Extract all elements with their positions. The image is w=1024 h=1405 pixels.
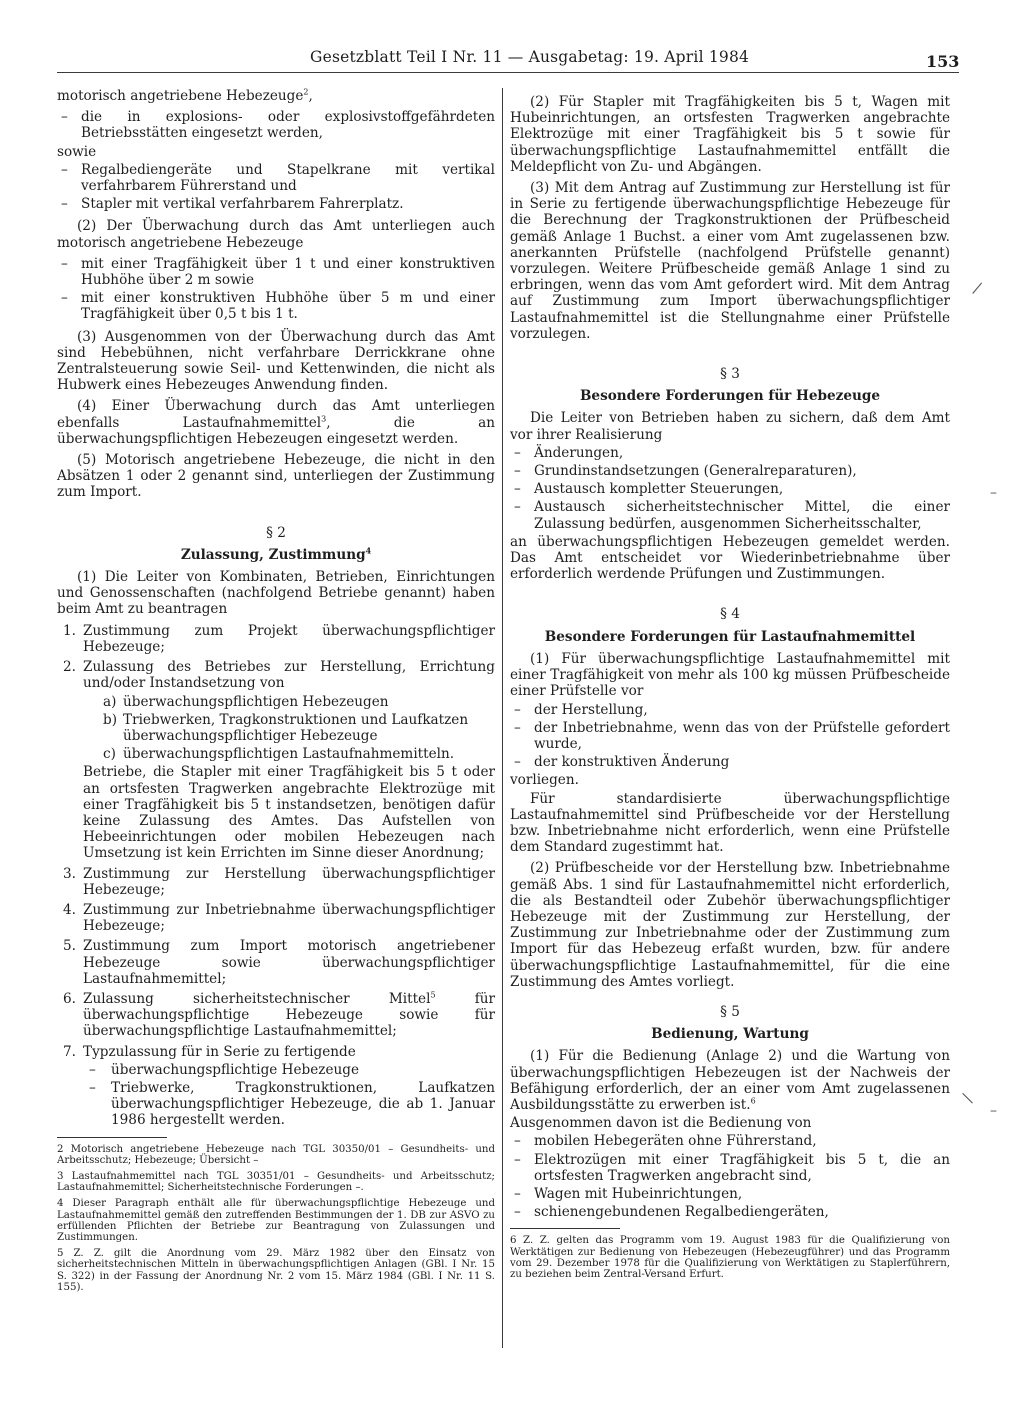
list-item: – mit einer konstruktiven Hubhöhe über 5 m und einer Tragfähigkeit über 0,5 t bis 1 t. (57, 290, 495, 322)
list-item: – Grundinstandsetzungen (Generalreparaturen), (510, 463, 950, 479)
paragraph: (2) Prüfbescheide vor der Herstellung bzw. Inbetriebnahme gemäß Abs. 1 sind für Lastaufnahmemittel nicht erforderlich, die als Bestandteil oder Zubehör überwachungspflichtiger Hebezeuge mit der Zustimmung zur Herstellung, der Zustimmung zur Inbetriebnahme oder der Zustimmung zum Import für das Hebezeug erfaßt wurden, bzw. für andere überwachungspflichtige Lastaufnahmemittel, für die eine Zustimmung des Amtes vorliegt. (510, 860, 950, 990)
section-number: § 4 (720, 606, 740, 623)
paragraph: (3) Ausgenommen von der Überwachung durch das Amt sind Hebebühnen, nicht verfahrbare Derrickkrane ohne Zentralsteuerung sowie Seil- und Kettenwinden, die nicht als Hubwerk eines Hebezeuges Anwendung finden. (57, 328, 495, 394)
section-title: Besondere Forderungen für Lastaufnahmemittel (544, 628, 916, 645)
margin-mark: – (990, 1103, 997, 1119)
list-item: 6. Zulassung sicherheitstechnischer Mittel$^5$ für überwachungspflichtige Hebezeuge sowie für überwachungspflichtige Lastaufnahmemittel; (63, 990, 496, 1040)
footnote: 2 Motorisch angetriebene Hebezeuge nach TGL 30350/01 – Gesundheits- und Arbeitsschutz; Hebezeuge; Übersicht – (57, 1143, 495, 1166)
footnote: 6 Z. Z. gelten das Programm vom 19. August 1983 für die Qualifizierung von Werktätigen zur Bedienung von Hebezeugen (Hebezeugführer) und das Programm vom 29. Dezember 1978 für die Qualifizierung von Werktätigen zu Staplerführern, zu beziehen beim Zentral-Versand Erfurt. (510, 1235, 950, 1280)
paragraph: (3) Mit dem Antrag auf Zustimmung zur Herstellung ist für in Serie zu fertigende überwachungspflichtige Hebezeuge für die Berechnung der Tragkonstruktionen der Prüfbescheid gemäß Anlage 1 Buchst. a einer vom Amt zugelassenen bzw. anerkannten Prüfstelle (nachfolgend Prüfstelle genannt) vorzulegen. Weitere Prüfbescheide gemäß Anlage 1 sind zu erbringen, wenn das vom Amt gefordert wird. Mit dem Antrag auf Zustimmung zum Import überwachungspflichtiger Lastaufnahmemittel ist die Stellungnahme einer Prüfstelle vorzulegen. (510, 180, 950, 342)
sub-item: – überwachungspflichtige Hebezeuge (57, 1062, 495, 1078)
paragraph: Betriebe, die Stapler mit einer Tragfähigkeit bis 5 t oder an ortsfesten Tragwerken angebrachte Elektrozüge mit einer Tragfähigkeit bis 5 t instandsetzen, benötigen dafür keine Zulassung des Amtes. Das Aufstellen von Hebeeinrichtungen oder mobilen Hebezeugen nach Umsetzung ist kein Errichten im Sinne dieser Anordnung; (83, 764, 495, 862)
footnote-rule (57, 1137, 167, 1138)
margin-mark: | (960, 1090, 975, 1106)
sub-item: a) überwachungspflichtigen Hebezeugen (103, 693, 389, 710)
paragraph: vorliegen. (510, 772, 579, 789)
section-title: Besondere Forderungen für Hebezeuge (579, 388, 881, 405)
paragraph: (1) Die Leiter von Kombinaten, Betrieben, Einrichtungen und Genossenschaften (nachfolgend Betriebe genannt) haben beim Amt zu beantragen (57, 569, 495, 618)
list-item: – die in explosions- oder explosivstoffgefährdeten Betriebsstätten eingesetzt werden, (57, 109, 495, 141)
section-title: Zulassung, Zustimmung$^4$ (180, 545, 372, 563)
column-divider (502, 88, 503, 1348)
sub-item: – Triebwerke, Tragkonstruktionen, Laufkatzen überwachungspflichtiger Hebezeuge, die ab 1. Januar 1986 hergestellt werden. (57, 1080, 495, 1129)
footnote: 3 Lastaufnahmemittel nach TGL 30351/01 – Gesundheits- und Arbeitsschutz; Lastaufnahmemittel; Sicherheitstechnische Forderungen –. (57, 1170, 495, 1194)
paragraph: Ausgenommen davon ist die Bedienung von (510, 1115, 812, 1132)
left-column (57, 88, 495, 1298)
list-item: 2. Zulassung des Betriebes zur Herstellung, Errichtung und/oder Instandsetzung von (63, 659, 495, 692)
paragraph: (1) Für überwachungspflichtige Lastaufnahmemittel mit einer Tragfähigkeit von mehr als 100 kg müssen Prüfbescheide einer Prüfstelle vor (510, 650, 950, 700)
footnote-rule (510, 1228, 620, 1229)
list-item: – schienengebundenen Regalbediengeräten, (510, 1204, 950, 1220)
paragraph: (2) Für Stapler mit Tragfähigkeiten bis 5 t, Wagen mit Hubeinrichtungen, an ortsfesten Tragwerken angebrachte Elektrozüge mit einer Tragfähigkeit bis 5 t sowie für überwachungspflichtige Lastaufnahmemittel entfällt die Meldepflicht von Zu- und Abgängen. (510, 94, 950, 175)
paragraph: Für standardisierte überwachungspflichtige Lastaufnahmemittel sind Prüfbescheide vor der Herstellung bzw. Inbetriebnahme nicht erforderlich, wenn eine Prüfstelle dem Standard zugestimmt hat. (510, 790, 950, 856)
page-header: Gesetzblatt Teil I Nr. 11 — Ausgabetag: 19. April 1984 (310, 48, 750, 66)
list-item: – Änderungen, (510, 445, 950, 461)
section-title: Bedienung, Wartung (651, 1026, 809, 1043)
paragraph: an überwachungspflichtigen Hebezeugen gemeldet werden. Das Amt entscheidet vor Wiederinbetriebnahme über erforderlich werdende Prüfungen und Zustimmungen. (510, 533, 950, 583)
list-item: – Elektrozügen mit einer Tragfähigkeit bis 5 t, die an ortsfesten Tragwerken angebracht sind, (510, 1152, 950, 1184)
list-item: – mobilen Hebegeräten ohne Führerstand, (510, 1133, 950, 1149)
paragraph: (1) Für die Bedienung (Anlage 2) und die Wartung von überwachungspflichtigen Hebezeugen ist der Nachweis der Befähigung erforderlich, der an einer vom Amt zugelassenen Ausbildungsstätte zu erwerben ist.$^6$ (510, 1048, 950, 1113)
footnote: 5 Z. Z. gilt die Anordnung vom 29. März 1982 über den Einsatz von sicherheitstechnischen Mitteln in überwachungspflichtigen Anlagen (GBl. I Nr. 15 S. 322) in der Fassung der Anordnung Nr. 2 vom 15. März 1984 (GBl. I Nr. 11 S. 155). (57, 1248, 495, 1293)
list-item: – Austausch sicherheitstechnischer Mittel, die einer Zulassung bedürfen, ausgenommen Sicherheitsschalter, (510, 499, 950, 531)
section-number: § 3 (720, 366, 740, 383)
sub-item: c) überwachungspflichtigen Lastaufnahmemitteln. (103, 746, 455, 763)
paragraph: (5) Motorisch angetriebene Hebezeuge, die nicht in den Absätzen 1 oder 2 genannt sind, unterliegen der Zustimmung zum Import. (57, 452, 495, 501)
margin-mark: – (990, 485, 997, 501)
list-item: – der Inbetriebnahme, wenn das von der Prüfstelle gefordert wurde, (510, 720, 950, 752)
paragraph: (2) Der Überwachung durch das Amt unterliegen auch motorisch angetriebene Hebezeuge (57, 218, 495, 251)
list-item: – Wagen mit Hubeinrichtungen, (510, 1186, 950, 1202)
footnote: 4 Dieser Paragraph enthält alle für überwachungspflichtige Hebezeuge und Lastaufnahmemittel gemäß den zutreffenden Bestimmungen der 1. DB zur ASVO zu erfüllenden Pflichten der Betriebe zur Beantragung von Zulassungen und Zustimmungen. (57, 1198, 495, 1243)
paragraph: (4) Einer Überwachung durch das Amt unterliegen ebenfalls Lastaufnahmemittel$^3$, die an überwachungspflichtigen Hebezeugen eingesetzt werden. (57, 398, 495, 447)
list-item: 4. Zustimmung zur Inbetriebnahme überwachungspflichtiger Hebezeuge; (63, 901, 495, 935)
list-item: – Austausch kompletter Steuerungen, (510, 481, 950, 497)
margin-mark: | (970, 280, 985, 296)
list-item: – mit einer Tragfähigkeit über 1 t und einer konstruktiven Hubhöhe über 2 m sowie (57, 256, 495, 288)
list-item: – der konstruktiven Änderung (510, 754, 950, 770)
list-item: – der Herstellung, (510, 702, 950, 718)
paragraph: sowie (57, 143, 97, 160)
list-item: 3. Zustimmung zur Herstellung überwachungspflichtiger Hebezeuge; (63, 865, 495, 898)
list-item: – Stapler mit vertikal verfahrbarem Fahrerplatz. (57, 196, 495, 212)
list-item: 1. Zustimmung zum Projekt überwachungspflichtiger Hebezeuge; (63, 622, 495, 655)
list-item: – Regalbediengeräte und Stapelkrane mit vertikal verfahrbarem Führerstand und (57, 162, 495, 194)
section-number: § 5 (720, 1003, 740, 1020)
paragraph: Die Leiter von Betrieben haben zu sichern, daß dem Amt vor ihrer Realisierung (510, 410, 950, 443)
sub-item: b) Triebwerken, Tragkonstruktionen und Laufkatzen überwachungspflichtiger Hebezeuge (103, 711, 469, 744)
list-item: 5. Zustimmung zum Import motorisch angetriebener Hebezeuge sowie überwachungspflichtiger Lastaufnahmemittel; (63, 938, 495, 987)
list-item: 7. Typzulassung für in Serie zu fertigende (63, 1043, 356, 1060)
section-number: § 2 (266, 524, 286, 541)
page-number: 153 (926, 52, 960, 71)
header-rule (57, 72, 959, 73)
right-column (510, 94, 950, 1285)
paragraph: motorisch angetriebene Hebezeuge$^2$, (57, 87, 313, 104)
